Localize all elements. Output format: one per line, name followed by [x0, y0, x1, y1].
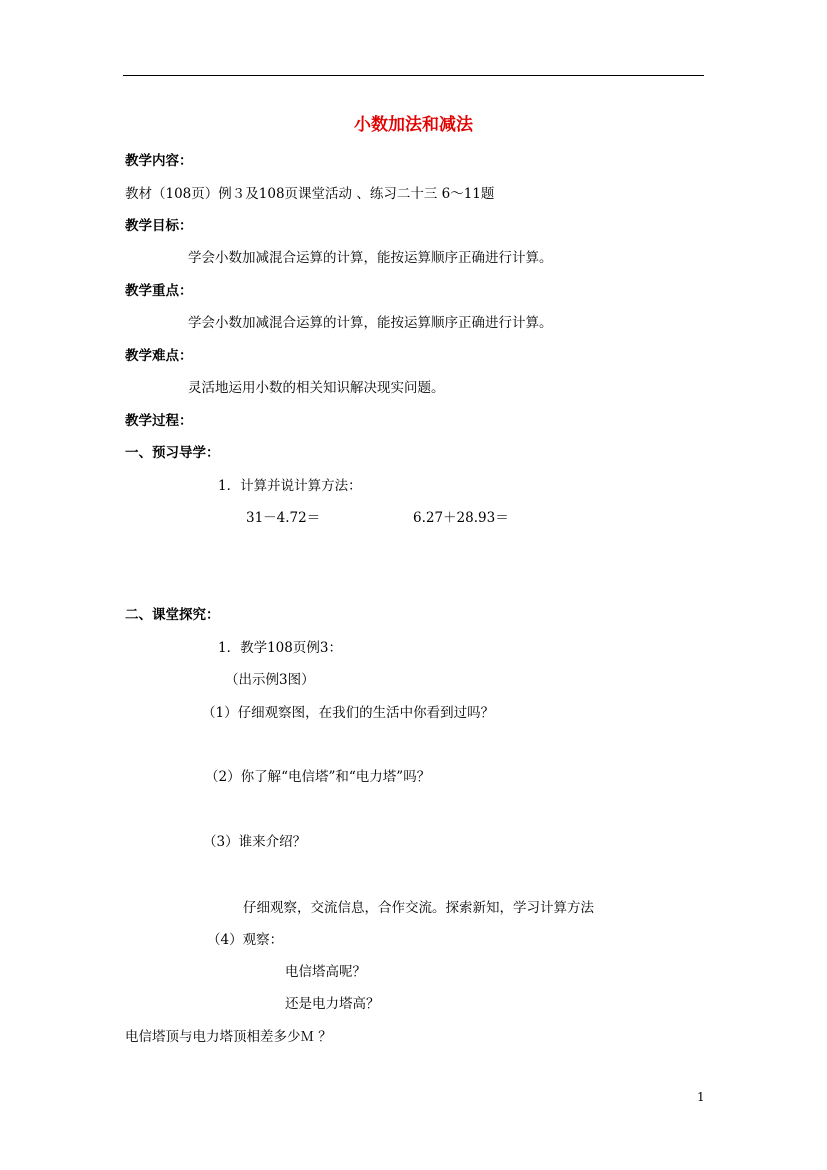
show-figure-note: （出示例3图） [225, 672, 315, 688]
question-1: （1）仔细观察图，在我们的生活中你看到过吗？ [202, 705, 495, 721]
section1-item1: 1．计算并说计算方法： [218, 478, 362, 494]
expression-1: 31－4.72＝ [246, 510, 321, 526]
page-number: 1 [697, 1090, 705, 1104]
last-question: 电信塔顶与电力塔顶相差多少Ｍ ？ [125, 1029, 332, 1045]
question-4: （4）观察： [207, 932, 284, 948]
question-3: （3）谁来介绍？ [203, 834, 307, 850]
question-4a: 电信塔高呢？ [285, 964, 366, 980]
section2-heading: 二、课堂探究： [125, 607, 220, 623]
goal-heading: 教学目标： [125, 218, 193, 234]
content-heading: 教学内容： [125, 153, 193, 169]
observe-text: 仔细观察，交流信息，合作交流。探索新知，学习计算方法 [243, 900, 594, 916]
process-heading: 教学过程： [125, 413, 193, 429]
section2-item1: 1．教学108页例3： [218, 640, 342, 656]
question-4b: 还是电力塔高？ [285, 996, 380, 1012]
section1-heading: 一、预习导学： [125, 445, 220, 461]
content-text: 教材（108页）例３及108页课堂活动 、练习二十三 6～11题 [125, 186, 495, 202]
page-title: 小数加法和减法 [354, 115, 473, 135]
difficulty-text: 灵活地运用小数的相关知识解决现实问题。 [188, 380, 445, 396]
header-rule [123, 75, 704, 76]
key-text: 学会小数加减混合运算的计算，能按运算顺序正确进行计算。 [188, 315, 553, 331]
difficulty-heading: 教学难点： [125, 348, 193, 364]
question-2: （2）你了解“电信塔”和“电力塔”吗？ [205, 769, 431, 785]
expression-2: 6.27＋28.93＝ [413, 510, 509, 526]
goal-text: 学会小数加减混合运算的计算，能按运算顺序正确进行计算。 [188, 250, 553, 266]
key-heading: 教学重点： [125, 283, 193, 299]
